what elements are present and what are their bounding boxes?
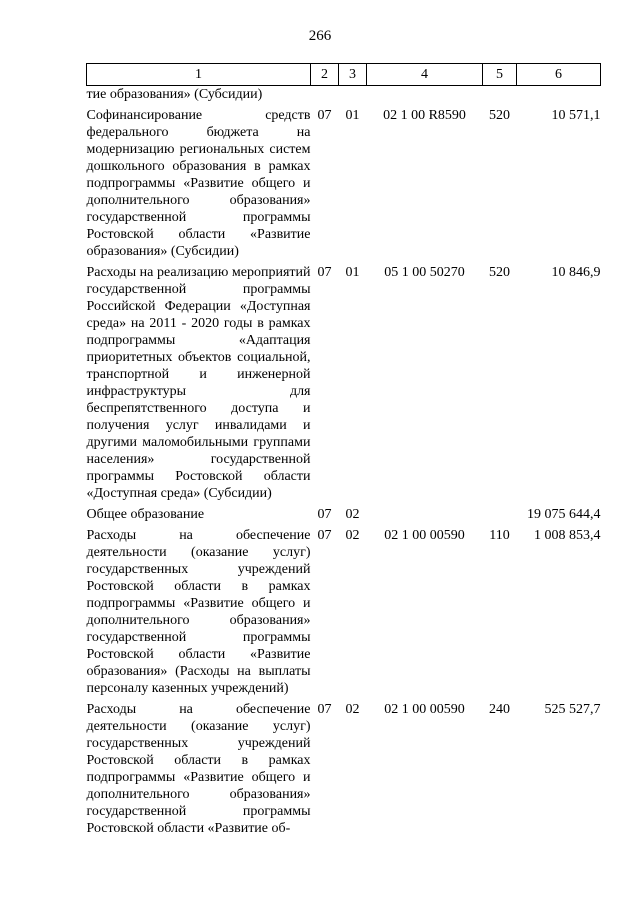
row-section: 07 xyxy=(317,507,332,522)
column-header-3: 3 xyxy=(339,64,367,86)
row-subsection: 02 xyxy=(345,507,360,522)
column-header-6: 6 xyxy=(517,64,601,86)
row-section: 07 xyxy=(317,702,332,717)
row-amount: 525 527,7 xyxy=(544,702,601,717)
row-target-code xyxy=(367,506,483,527)
row-description: Софинансирование средств федерального бюджета на модернизацию региональных систем дошкольного образования в рамках подпрограммы «Развитие общего и дополнительного образования» государственной программы Ростовской области «Развитие образования» (Субсидии) xyxy=(86,108,311,259)
table-row xyxy=(87,701,601,837)
row-amount: 10 571,1 xyxy=(551,108,601,123)
column-header-2: 2 xyxy=(311,64,339,86)
row-expense-type: 240 xyxy=(489,702,510,717)
row-expense-type xyxy=(483,506,517,527)
row-amount: 1 008 853,4 xyxy=(534,528,601,543)
row-subsection: 01 xyxy=(345,108,360,123)
row-section: 07 xyxy=(317,265,332,280)
budget-table xyxy=(86,63,601,837)
row-description: Расходы на реализацию мероприятий государственной программы Российской Федерации «Доступная среда» на 2011 - 2020 годы в рамках подпрограммы «Адаптация приоритетных объектов социальной, транспортной и инженерной инфраструктуры для беспрепятственного доступа и получения услуг инвалидами и другими маломобильными группами населения» государственной программы Ростовской области «Доступная среда» (Субсидии) xyxy=(86,265,311,501)
row-section: 07 xyxy=(317,528,332,543)
table-row-continuation xyxy=(87,86,601,108)
row-expense-type: 110 xyxy=(489,528,510,543)
row-expense-type: 520 xyxy=(489,265,510,280)
row-subsection: 02 xyxy=(345,702,360,717)
row-description: Расходы на обеспечение деятельности (оказание услуг) государственных учреждений Ростовской области в рамках подпрограммы «Развитие общего и дополнительного образования» государственной программы Ростовской области «Развитие образования» (Расходы на выплаты персоналу казенных учреждений) xyxy=(86,528,311,696)
row-description: Общее образование xyxy=(86,507,205,522)
column-header-5: 5 xyxy=(483,64,517,86)
page-number: 266 xyxy=(308,28,332,44)
table-row xyxy=(87,107,601,264)
table-header-row xyxy=(87,64,601,86)
column-header-4: 4 xyxy=(367,64,483,86)
row-section: 07 xyxy=(317,108,332,123)
continuation-text: тие образования» (Субсидии) xyxy=(86,87,263,102)
row-subsection: 02 xyxy=(345,528,360,543)
row-target-code: 02 1 00 R8590 xyxy=(383,108,466,123)
row-target-code: 02 1 00 00590 xyxy=(384,528,465,543)
row-description: Расходы на обеспечение деятельности (оказание услуг) государственных учреждений Ростовской области в рамках подпрограммы «Развитие общего и дополнительного образования» государственной программы Ростовской области «Развитие об- xyxy=(86,702,311,836)
row-target-code: 02 1 00 00590 xyxy=(384,702,465,717)
row-subsection: 01 xyxy=(345,265,360,280)
table-row xyxy=(87,264,601,506)
row-amount: 19 075 644,4 xyxy=(527,507,601,522)
column-header-1: 1 xyxy=(87,64,311,86)
row-target-code: 05 1 00 50270 xyxy=(384,265,465,280)
row-expense-type: 520 xyxy=(489,108,510,123)
table-row xyxy=(87,506,601,527)
table-row xyxy=(87,527,601,701)
row-amount: 10 846,9 xyxy=(551,265,601,280)
